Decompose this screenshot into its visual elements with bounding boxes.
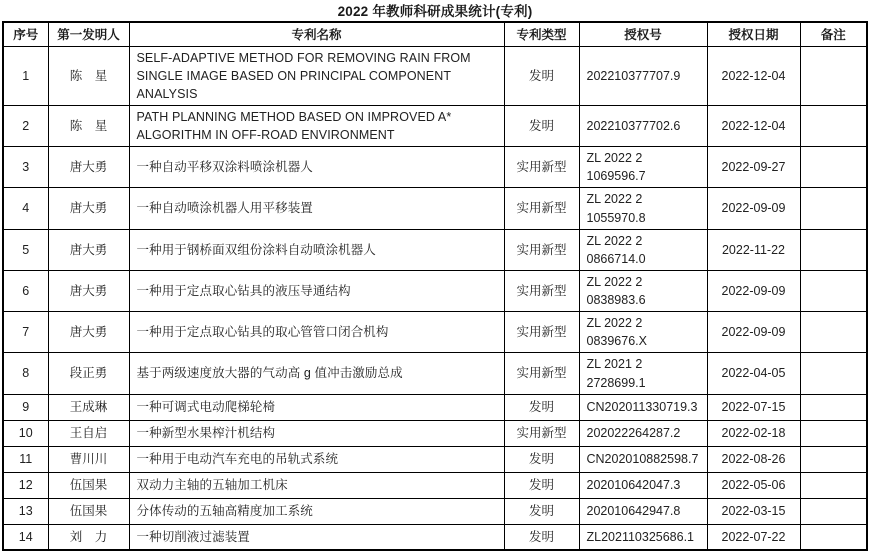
- cell-note: [800, 229, 867, 270]
- cell-inventor: 王自启: [48, 420, 129, 446]
- cell-grant-date: 2022-12-04: [707, 46, 800, 105]
- cell-row-number: 1: [3, 46, 48, 105]
- cell-grant-number: 202210377702.6: [579, 105, 707, 146]
- cell-grant-number: ZL 2022 2 1069596.7: [579, 147, 707, 188]
- table-row: [3, 147, 867, 188]
- cell-row-number: 6: [3, 270, 48, 311]
- cell-patent-type: 实用新型: [504, 420, 579, 446]
- table-row: [3, 353, 867, 394]
- cell-inventor: 唐大勇: [48, 147, 129, 188]
- cell-note: [800, 147, 867, 188]
- cell-inventor: 段正勇: [48, 353, 129, 394]
- cell-grant-number: ZL 2022 2 0866714.0: [579, 229, 707, 270]
- cell-grant-date: 2022-02-18: [707, 420, 800, 446]
- cell-row-number: 4: [3, 188, 48, 229]
- table-row: [3, 472, 867, 498]
- cell-note: [800, 312, 867, 353]
- page-title: 2022 年教师科研成果统计(专利): [337, 4, 533, 19]
- cell-grant-date: 2022-09-09: [707, 312, 800, 353]
- table-row: [3, 498, 867, 524]
- cell-grant-number: ZL 2022 2 0838983.6: [579, 270, 707, 311]
- cell-patent-type: 实用新型: [504, 147, 579, 188]
- cell-note: [800, 472, 867, 498]
- cell-inventor: 唐大勇: [48, 312, 129, 353]
- cell-patent-type: 实用新型: [504, 270, 579, 311]
- cell-patent-type: 发明: [504, 524, 579, 550]
- cell-inventor: 伍国果: [48, 498, 129, 524]
- cell-inventor: 唐大勇: [48, 270, 129, 311]
- cell-row-number: 9: [3, 394, 48, 420]
- table-row: [3, 420, 867, 446]
- cell-patent-type: 发明: [504, 446, 579, 472]
- table-row: [3, 229, 867, 270]
- cell-patent-type: 发明: [504, 498, 579, 524]
- cell-inventor: 陈 星: [48, 105, 129, 146]
- cell-grant-number: ZL 2021 2 2728699.1: [579, 353, 707, 394]
- table-row: [3, 46, 867, 105]
- cell-patent-type: 发明: [504, 394, 579, 420]
- cell-patent-name: 双动力主轴的五轴加工机床: [129, 472, 504, 498]
- cell-note: [800, 524, 867, 550]
- cell-note: [800, 270, 867, 311]
- header-cell: 专利名称: [129, 22, 504, 46]
- cell-grant-number: CN202010882598.7: [579, 446, 707, 472]
- cell-grant-number: ZL 2022 2 0839676.X: [579, 312, 707, 353]
- cell-patent-type: 实用新型: [504, 312, 579, 353]
- cell-patent-type: 发明: [504, 105, 579, 146]
- cell-grant-number: 202010642947.8: [579, 498, 707, 524]
- cell-grant-number: ZL202110325686.1: [579, 524, 707, 550]
- table-row: [3, 524, 867, 550]
- patents-table: [2, 21, 868, 551]
- cell-note: [800, 498, 867, 524]
- cell-grant-date: 2022-09-27: [707, 147, 800, 188]
- cell-grant-number: 202010642047.3: [579, 472, 707, 498]
- header-cell: 序号: [3, 22, 48, 46]
- table-body: [3, 46, 867, 550]
- cell-row-number: 8: [3, 353, 48, 394]
- cell-note: [800, 446, 867, 472]
- cell-grant-date: 2022-04-05: [707, 353, 800, 394]
- cell-row-number: 2: [3, 105, 48, 146]
- cell-row-number: 3: [3, 147, 48, 188]
- header-cell: 第一发明人: [48, 22, 129, 46]
- cell-patent-name: 一种用于电动汽车充电的吊轨式系统: [129, 446, 504, 472]
- cell-row-number: 14: [3, 524, 48, 550]
- cell-grant-date: 2022-05-06: [707, 472, 800, 498]
- cell-grant-date: 2022-11-22: [707, 229, 800, 270]
- cell-note: [800, 394, 867, 420]
- cell-grant-date: 2022-09-09: [707, 188, 800, 229]
- cell-inventor: 王成琳: [48, 394, 129, 420]
- cell-note: [800, 353, 867, 394]
- cell-note: [800, 105, 867, 146]
- cell-grant-number: ZL 2022 2 1055970.8: [579, 188, 707, 229]
- cell-inventor: 伍国果: [48, 472, 129, 498]
- cell-patent-name: 一种可调式电动爬梯轮椅: [129, 394, 504, 420]
- cell-note: [800, 420, 867, 446]
- cell-patent-name: 基于两级速度放大器的气动高 g 值冲击激励总成: [129, 353, 504, 394]
- cell-grant-date: 2022-09-09: [707, 270, 800, 311]
- header-cell: 授权号: [579, 22, 707, 46]
- cell-grant-date: 2022-07-22: [707, 524, 800, 550]
- header-cell: 授权日期: [707, 22, 800, 46]
- cell-patent-type: 发明: [504, 472, 579, 498]
- table-row: [3, 446, 867, 472]
- header-cell: 备注: [800, 22, 867, 46]
- cell-inventor: 陈 星: [48, 46, 129, 105]
- cell-patent-name: PATH PLANNING METHOD BASED ON IMPROVED A* ALGORITHM IN OFF-ROAD ENVIRONMENT: [129, 105, 504, 146]
- table-row: [3, 105, 867, 146]
- cell-patent-name: SELF-ADAPTIVE METHOD FOR REMOVING RAIN FROM SINGLE IMAGE BASED ON PRINCIPAL COMPONENT ANALYSIS: [129, 46, 504, 105]
- cell-row-number: 12: [3, 472, 48, 498]
- cell-inventor: 刘 力: [48, 524, 129, 550]
- cell-patent-name: 一种自动喷涂机器人用平移装置: [129, 188, 504, 229]
- cell-patent-type: 实用新型: [504, 229, 579, 270]
- cell-grant-number: CN202011330719.3: [579, 394, 707, 420]
- cell-grant-date: 2022-03-15: [707, 498, 800, 524]
- cell-patent-name: 分体传动的五轴高精度加工系统: [129, 498, 504, 524]
- table-row: [3, 188, 867, 229]
- cell-row-number: 11: [3, 446, 48, 472]
- cell-note: [800, 46, 867, 105]
- cell-patent-name: 一种新型水果榨汁机结构: [129, 420, 504, 446]
- cell-row-number: 7: [3, 312, 48, 353]
- cell-grant-date: 2022-07-15: [707, 394, 800, 420]
- cell-inventor: 唐大勇: [48, 229, 129, 270]
- cell-inventor: 唐大勇: [48, 188, 129, 229]
- cell-inventor: 曹川川: [48, 446, 129, 472]
- cell-note: [800, 188, 867, 229]
- cell-patent-name: 一种用于钢桥面双组份涂料自动喷涂机器人: [129, 229, 504, 270]
- cell-grant-date: 2022-08-26: [707, 446, 800, 472]
- header-cell: 专利类型: [504, 22, 579, 46]
- header-row: [3, 22, 867, 46]
- cell-row-number: 10: [3, 420, 48, 446]
- cell-row-number: 5: [3, 229, 48, 270]
- cell-patent-type: 实用新型: [504, 353, 579, 394]
- cell-patent-name: 一种用于定点取心钻具的取心管管口闭合机构: [129, 312, 504, 353]
- cell-patent-type: 实用新型: [504, 188, 579, 229]
- cell-patent-name: 一种切削液过滤装置: [129, 524, 504, 550]
- cell-grant-number: 202210377707.9: [579, 46, 707, 105]
- cell-row-number: 13: [3, 498, 48, 524]
- table-row: [3, 270, 867, 311]
- table-row: [3, 394, 867, 420]
- table-header: [3, 22, 867, 46]
- cell-grant-date: 2022-12-04: [707, 105, 800, 146]
- table-row: [3, 312, 867, 353]
- cell-patent-name: 一种用于定点取心钻具的液压导通结构: [129, 270, 504, 311]
- cell-grant-number: 202022264287.2: [579, 420, 707, 446]
- cell-patent-name: 一种自动平移双涂料喷涂机器人: [129, 147, 504, 188]
- cell-patent-type: 发明: [504, 46, 579, 105]
